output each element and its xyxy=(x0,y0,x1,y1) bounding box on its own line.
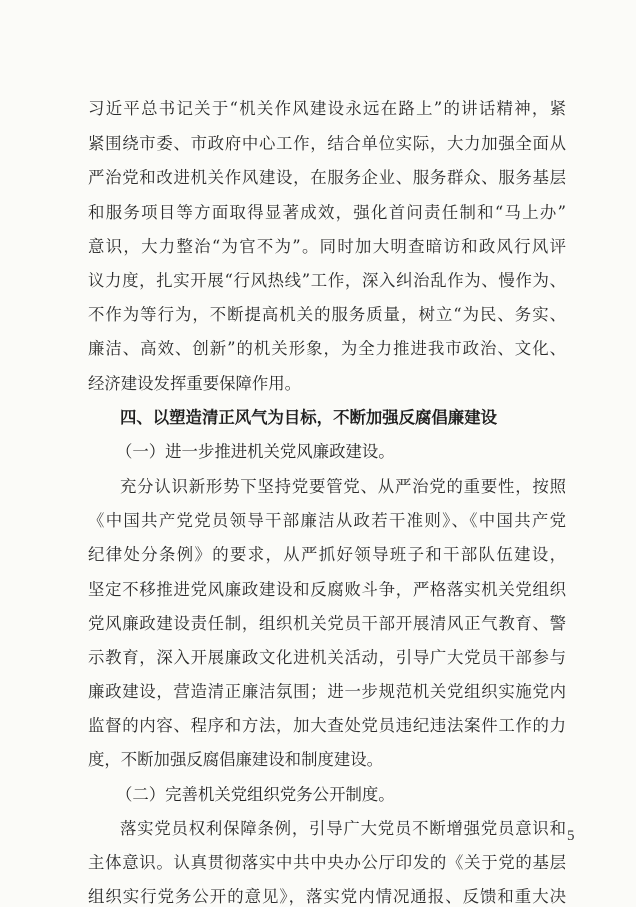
body-line: 组织实行党务公开的意见》，落实党内情况通报、反馈和重大决 xyxy=(88,887,566,906)
body-line: 示教育，深入开展廉政文化进机关活动，引导广大党员干部参与 xyxy=(88,648,566,667)
section-heading: 四、以塑造清正风气为目标，不断加强反腐倡廉建设 xyxy=(120,408,497,427)
body-line: 党风廉政建设责任制，组织机关党员干部开展清风正气教育、警 xyxy=(88,614,566,633)
subsection-heading: （一）进一步推进机关党风廉政建设。 xyxy=(116,442,395,461)
body-line: 坚定不移推进党风廉政建设和反腐败斗争，严格落实机关党组织 xyxy=(88,580,566,599)
subsection-heading: （二）完善机关党组织党务公开制度。 xyxy=(116,785,395,804)
body-line: 意识，大力整治“为官不为”。同时加大明查暗访和政风行风评 xyxy=(88,237,566,256)
body-line: 主体意识。认真贯彻落实中共中央办公厅印发的《关于党的基层 xyxy=(88,853,566,872)
body-line: 习近平总书记关于“机关作风建设永远在路上”的讲话精神，紧 xyxy=(88,99,566,118)
body-line: 充分认识新形势下坚持党要管党、从严治党的重要性，按照 xyxy=(120,477,566,496)
body-line: 和服务项目等方面取得显著成效，强化首问责任制和“马上办” xyxy=(88,203,566,222)
body-line: 议力度，扎实开展“行风热线”工作，深入纠治乱作为、慢作为、 xyxy=(88,271,566,290)
body-line: 《中国共产党党员领导干部廉洁从政若干准则》、《中国共产党 xyxy=(88,511,566,530)
body-line: 不作为等行为，不断提高机关的服务质量，树立“为民、务实、 xyxy=(88,305,566,324)
body-line: 廉政建设，营造清正廉洁氛围；进一步规范机关党组织实施党内 xyxy=(88,682,566,701)
page-number: 5 xyxy=(567,828,575,844)
body-line: 廉洁、高效、创新”的机关形象，为全力推进我市政治、文化、 xyxy=(88,339,566,358)
body-line: 监督的内容、程序和方法，加大查处党员违纪违法案件工作的力 xyxy=(88,716,566,735)
body-line: 纪律处分条例》的要求，从严抓好领导班子和干部队伍建设， xyxy=(88,545,566,564)
body-line: 紧围绕市委、市政府中心工作，结合单位实际，大力加强全面从 xyxy=(88,134,566,153)
body-line: 度，不断加强反腐倡廉建设和制度建设。 xyxy=(88,750,384,769)
body-line: 落实党员权利保障条例，引导广大党员不断增强党员意识和 xyxy=(120,819,566,838)
body-line: 经济建设发挥重要保障作用。 xyxy=(88,374,302,393)
body-line: 严治党和改进机关作风建设，在服务企业、服务群众、服务基层 xyxy=(88,168,566,187)
